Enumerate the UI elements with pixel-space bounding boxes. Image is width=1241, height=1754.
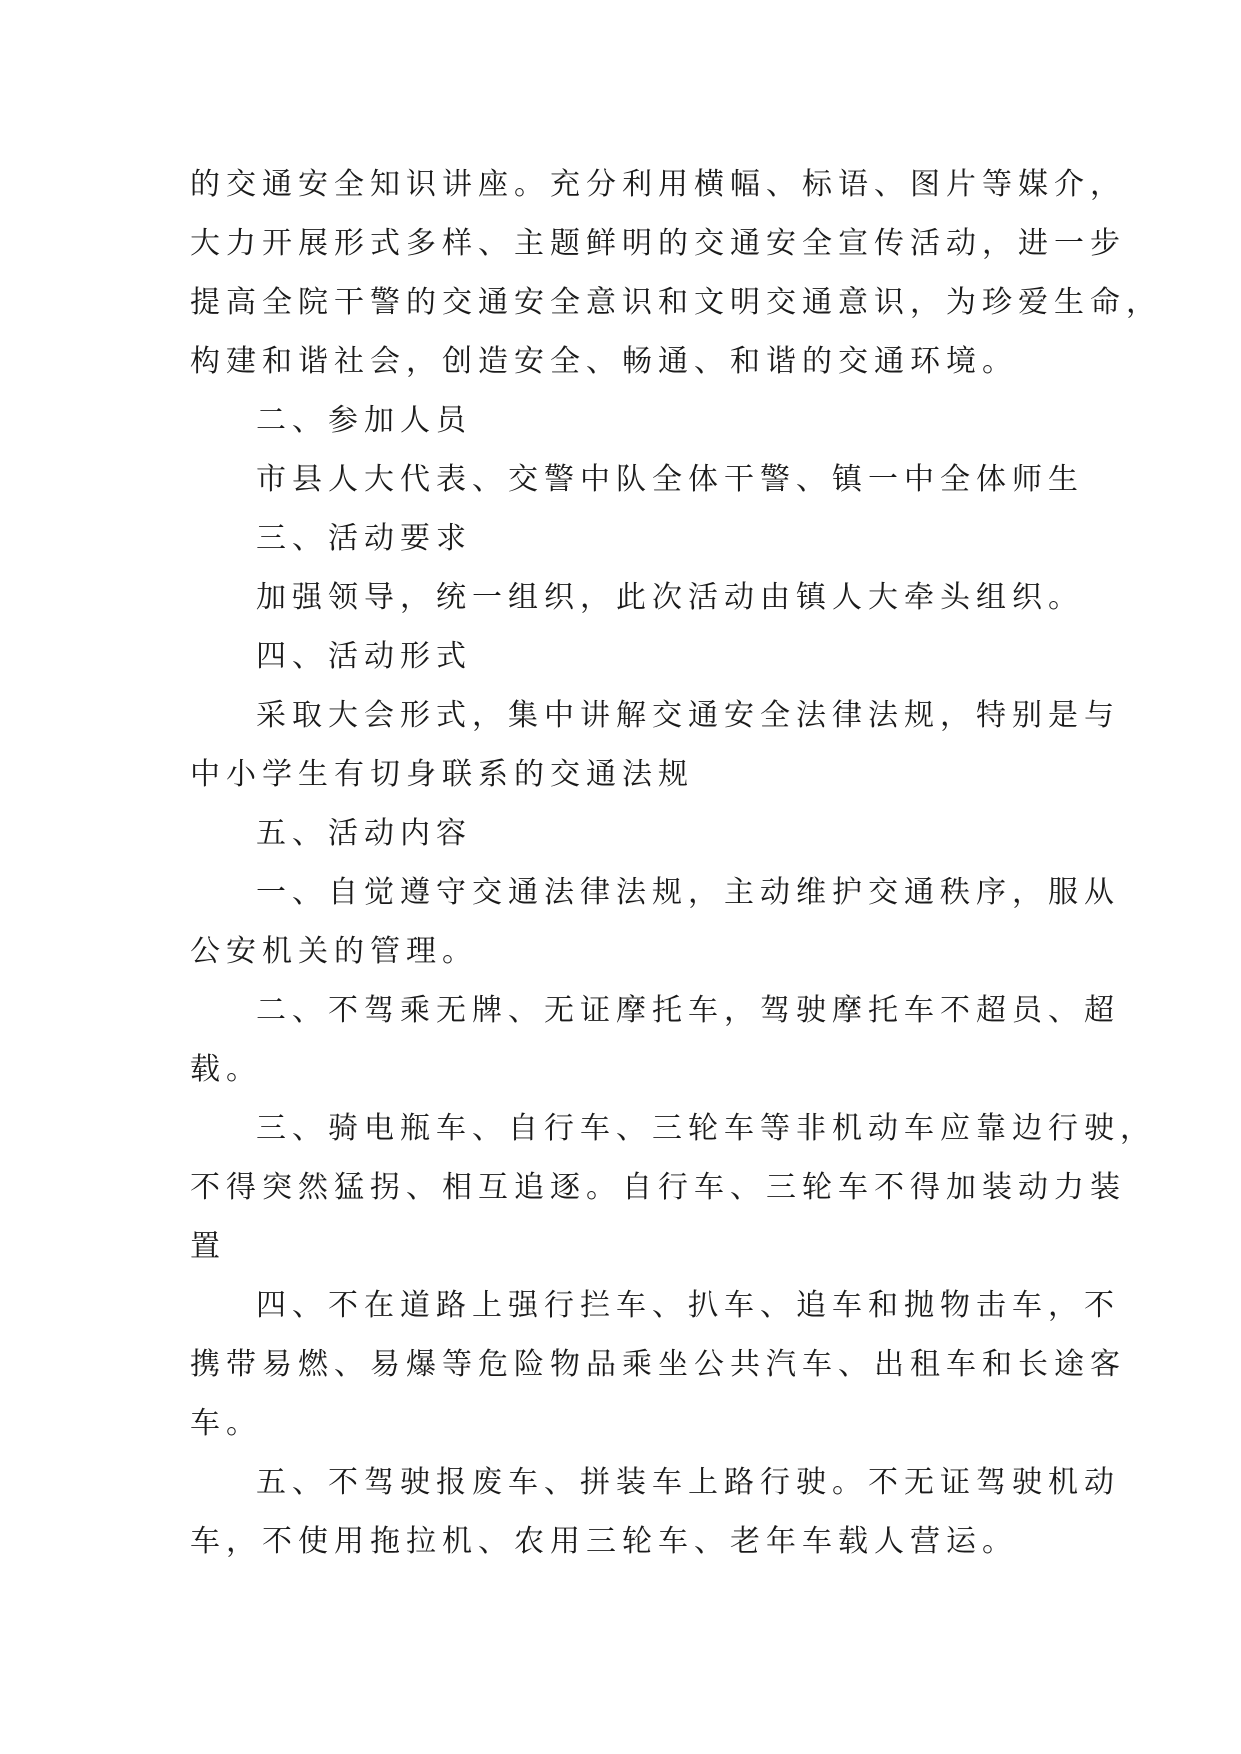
- body-text-line: 中小学生有切身联系的交通法规: [190, 757, 694, 792]
- list-item-line: 四、不在道路上强行拦车、扒车、追车和抛物击车，不: [256, 1288, 1120, 1323]
- body-text-line: 采取大会形式，集中讲解交通安全法律法规，特别是与: [256, 698, 1120, 733]
- section-heading-participants: 二、参加人员: [256, 403, 472, 438]
- list-item-line: 携带易燃、易爆等危险物品乘坐公共汽车、出租车和长途客: [190, 1347, 1126, 1382]
- list-item-line: 一、自觉遵守交通法律法规，主动维护交通秩序，服从: [256, 875, 1120, 910]
- body-text-line: 大力开展形式多样、主题鲜明的交通安全宣传活动，进一步: [190, 226, 1126, 261]
- body-text-line: 加强领导，统一组织，此次活动由镇人大牵头组织。: [256, 580, 1084, 615]
- section-heading-requirements: 三、活动要求: [256, 521, 472, 556]
- section-heading-content: 五、活动内容: [256, 816, 472, 851]
- list-item-line: 五、不驾驶报废车、拼装车上路行驶。不无证驾驶机动: [256, 1465, 1120, 1500]
- list-item-line: 不得突然猛拐、相互追逐。自行车、三轮车不得加装动力装: [190, 1170, 1126, 1205]
- body-text-line: 市县人大代表、交警中队全体干警、镇一中全体师生: [256, 462, 1084, 497]
- body-text-line: 构建和谐社会，创造安全、畅通、和谐的交通环境。: [190, 344, 1018, 379]
- list-item-line: 车。: [190, 1406, 262, 1441]
- list-item-line: 车，不使用拖拉机、农用三轮车、老年车载人营运。: [190, 1524, 1018, 1559]
- body-text-line: 提高全院干警的交通安全意识和文明交通意识，为珍爱生命，: [190, 285, 1162, 320]
- list-item-line: 公安机关的管理。: [190, 934, 478, 969]
- list-item-line: 三、骑电瓶车、自行车、三轮车等非机动车应靠边行驶，: [256, 1111, 1156, 1146]
- list-item-line: 二、不驾乘无牌、无证摩托车，驾驶摩托车不超员、超: [256, 993, 1120, 1028]
- body-text-line: 的交通安全知识讲座。充分利用横幅、标语、图片等媒介，: [190, 167, 1126, 202]
- section-heading-format: 四、活动形式: [256, 639, 472, 674]
- document-body: [190, 155, 1162, 1571]
- list-item-line: 置: [190, 1229, 226, 1264]
- list-item-line: 载。: [190, 1052, 262, 1087]
